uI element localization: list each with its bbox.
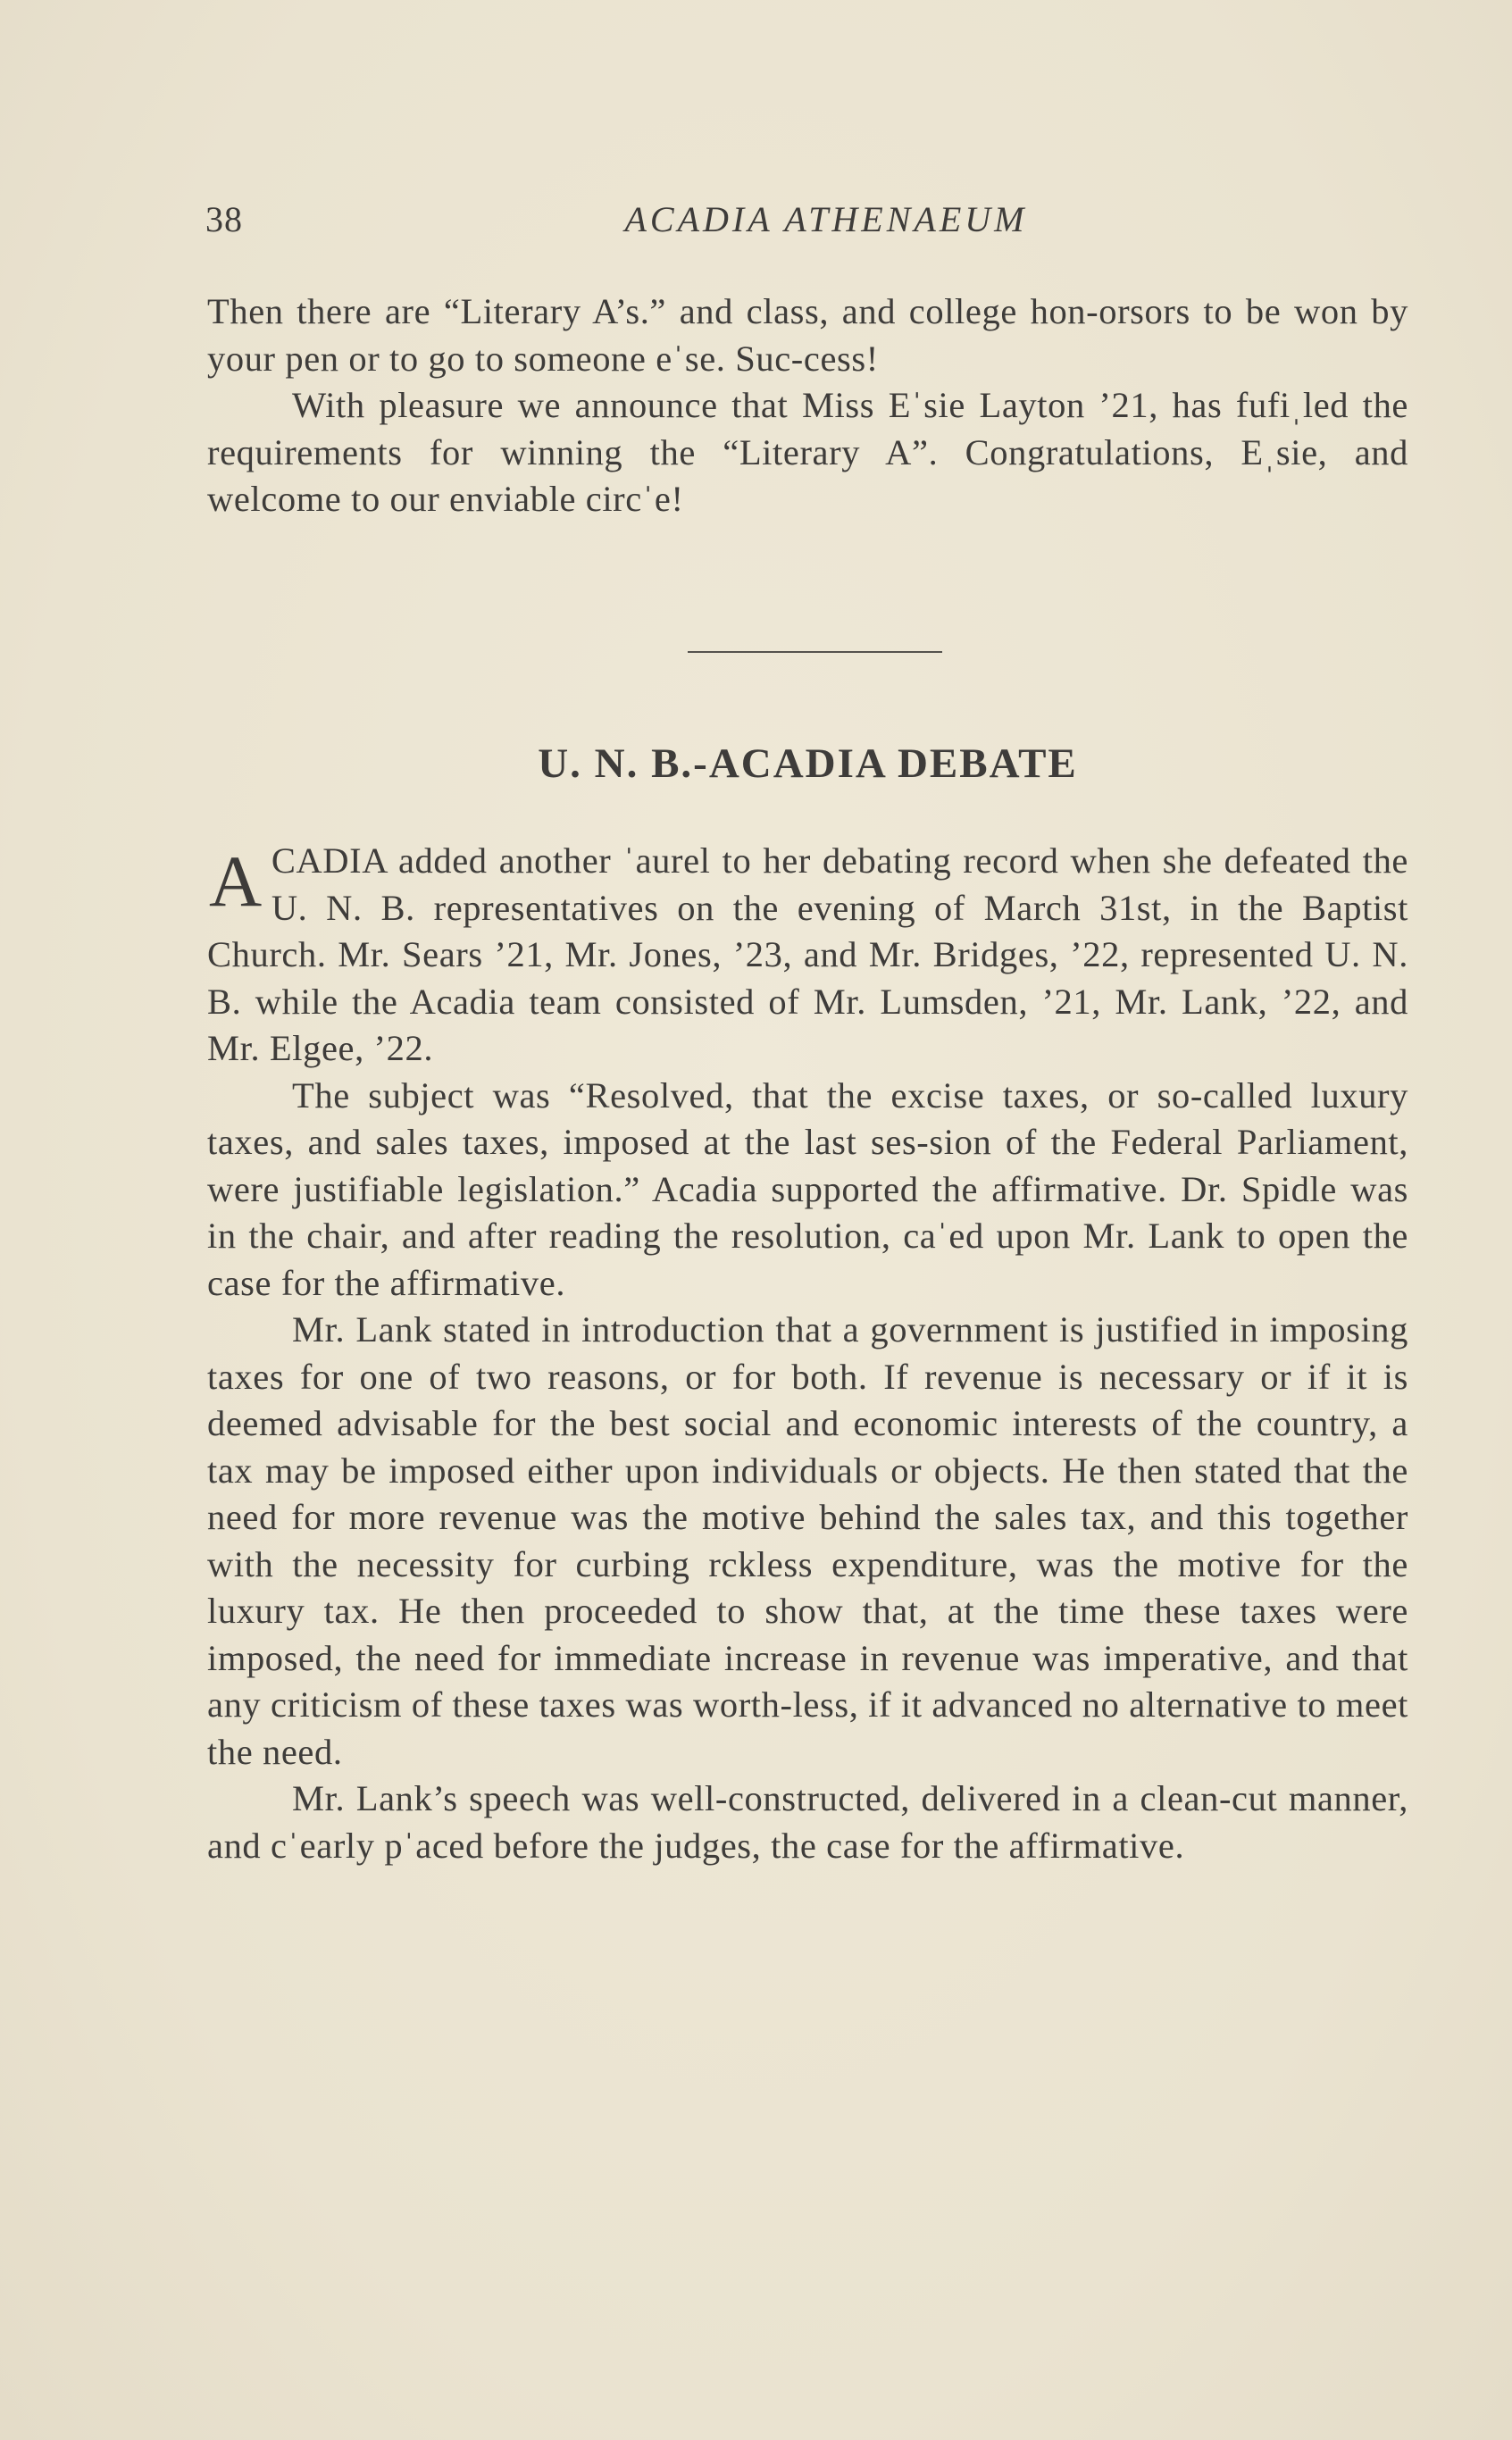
section-heading: U. N. B.-ACADIA DEBATE	[538, 740, 1078, 787]
intro-paragraph-1: Then there are “Literary A’s.” and class, and college hon-orsors to be won by your pen or to go to someone eˈse. Suc-cess!	[207, 291, 1408, 379]
intro-text	[207, 288, 1408, 523]
article-paragraph-3: Mr. Lank’s speech was well-constructed, delivered in a clean-cut manner, and cˈearly pˈaced before the judges, the case for the affirmative.	[207, 1778, 1408, 1866]
lead-paragraph-text: CADIA added another ˈaurel to her debating record when she defeated the U. N. B. representatives on the evening of March 31st, in the Baptist Church. Mr. Sears ’21, Mr. Jones, ’23, and Mr. Bridges, ’22, represented U. N. B. while the Acadia team consisted of Mr. Lumsden, ’21, Mr. Lank, ’22, and Mr. Elgee, ’22.	[207, 840, 1408, 1068]
lead-paragraph	[207, 838, 1408, 1073]
journal-title: ACADIA ATHENAEUM	[624, 199, 1028, 239]
running-head	[205, 198, 1411, 252]
article-body	[207, 838, 1408, 1869]
intro-paragraph-2: With pleasure we announce that Miss Eˈsie Layton ’21, has fufiˌled the requirements for winning the “Literary A”. Congratulations, Eˌsie, and welcome to our enviable circˈe!	[207, 385, 1408, 519]
article-paragraph-2: Mr. Lank stated in introduction that a government is justified in imposing taxes for one of two reasons, or for both. If revenue is necessary or if it is deemed advisable for the best social and economic interests of the country, a tax may be imposed either upon individuals or objects. He then stated that the need for more revenue was the motive behind the sales tax, and this together with the necessity for curbing rckless expenditure, was the motive for the luxury tax. He then proceeded to show that, at the time these taxes were imposed, the need for immediate increase in revenue was imperative, and that any criticism of these taxes was worth-less, if it advanced no alternative to meet the need.	[207, 1309, 1408, 1772]
drop-cap: A	[209, 840, 263, 922]
page-number: 38	[205, 199, 243, 239]
section-divider	[688, 651, 942, 653]
article-paragraph-1: The subject was “Resolved, that the excise taxes, or so-called luxury taxes, and sales taxes, imposed at the last ses-sion of the Federal Parliament, were justifiable legislation.” Acadia supported the affirmative. Dr. Spidle was in the chair, and after reading the resolution, caˈed upon Mr. Lank to open the case for the affirmative.	[207, 1074, 1408, 1303]
